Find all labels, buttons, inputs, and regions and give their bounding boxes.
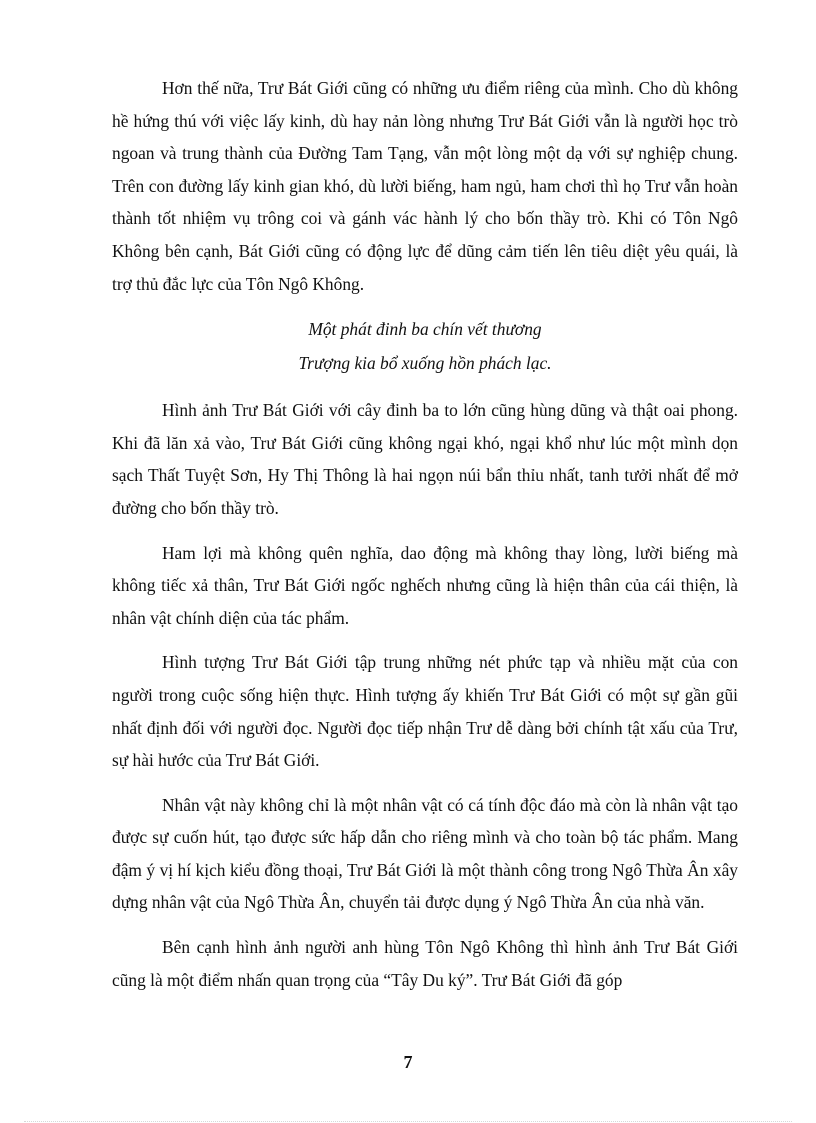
footer-divider [24, 1121, 792, 1122]
paragraph: Nhân vật này không chỉ là một nhân vật có cá tính độc đáo mà còn là nhân vật tạo được sự cuốn hút, tạo được sức hấp dẫn cho riêng mình và cho toàn bộ tác phẩm. Mang đậm ý vị hí kịch kiểu đồng thoại, Trư Bát Giới là một thành công trong Ngô Thừa Ân xây dựng nhân vật của Ngô Thừa Ân, chuyển tải được dụng ý Ngô Thừa Ân của nhà văn. [112, 794, 738, 913]
paragraph: Hình tượng Trư Bát Giới tập trung những nét phức tạp và nhiều mặt của con người trong cuộc sống hiện thực. Hình tượng ấy khiến Trư Bát Giới có một sự gần gũi nhất định đối với người đọc. Người đọc tiếp nhận Trư dễ dàng bởi chính tật xấu của Trư, sự hài hước của Trư Bát Giới. [112, 652, 738, 771]
paragraph: Hơn thế nữa, Trư Bát Giới cũng có những ưu điểm riêng của mình. Cho dù không hề hứng thú với việc lấy kinh, dù hay nản lòng nhưng Trư Bát Giới vẫn là người học trò ngoan và trung thành của Đường Tam Tạng, vẫn một lòng một dạ với sự nghiệp chung. Trên con đường lấy kinh gian khó, dù lười biếng, ham ngủ, ham chơi thì họ Trư vẫn hoàn thành tốt nhiệm vụ trông coi và gánh vác hành lý cho bốn thầy trò. Khi có Tôn Ngô Không bên cạnh, Bát Giới cũng có động lực để dũng cảm tiến lên tiêu diệt yêu quái, là trợ thủ đắc lực của Tôn Ngô Không. [112, 78, 738, 294]
paragraph: Ham lợi mà không quên nghĩa, dao động mà không thay lòng, lười biếng mà không tiếc xả thân, Trư Bát Giới ngốc nghếch nhưng cũng là hiện thân của cái thiện, là nhân vật chính diện của tác phẩm. [112, 542, 738, 628]
paragraph: Hình ảnh Trư Bát Giới với cây đinh ba to lớn cũng hùng dũng và thật oai phong. Khi đã lăn xả vào, Trư Bát Giới cũng không ngại khó, ngại khổ như lúc một mình dọn sạch Thất Tuyệt Sơn, Hy Thị Thông là hai ngọn núi bẩn thỉu nhất, tanh tưởi nhất để mở đường cho bốn thầy trò. [112, 400, 738, 518]
paragraph: Bên cạnh hình ảnh người anh hùng Tôn Ngô Không thì hình ảnh Trư Bát Giới cũng là một điểm nhấn quan trọng của “Tây Du ký”. Trư Bát Giới đã góp [112, 937, 738, 990]
page-number: 7 [403, 1052, 413, 1072]
verse-line: Trượng kia bổ xuống hồn phách lạc. [298, 353, 552, 374]
verse-line: Một phát đinh ba chín vết thương [308, 319, 542, 340]
page-body [112, 72, 738, 1008]
